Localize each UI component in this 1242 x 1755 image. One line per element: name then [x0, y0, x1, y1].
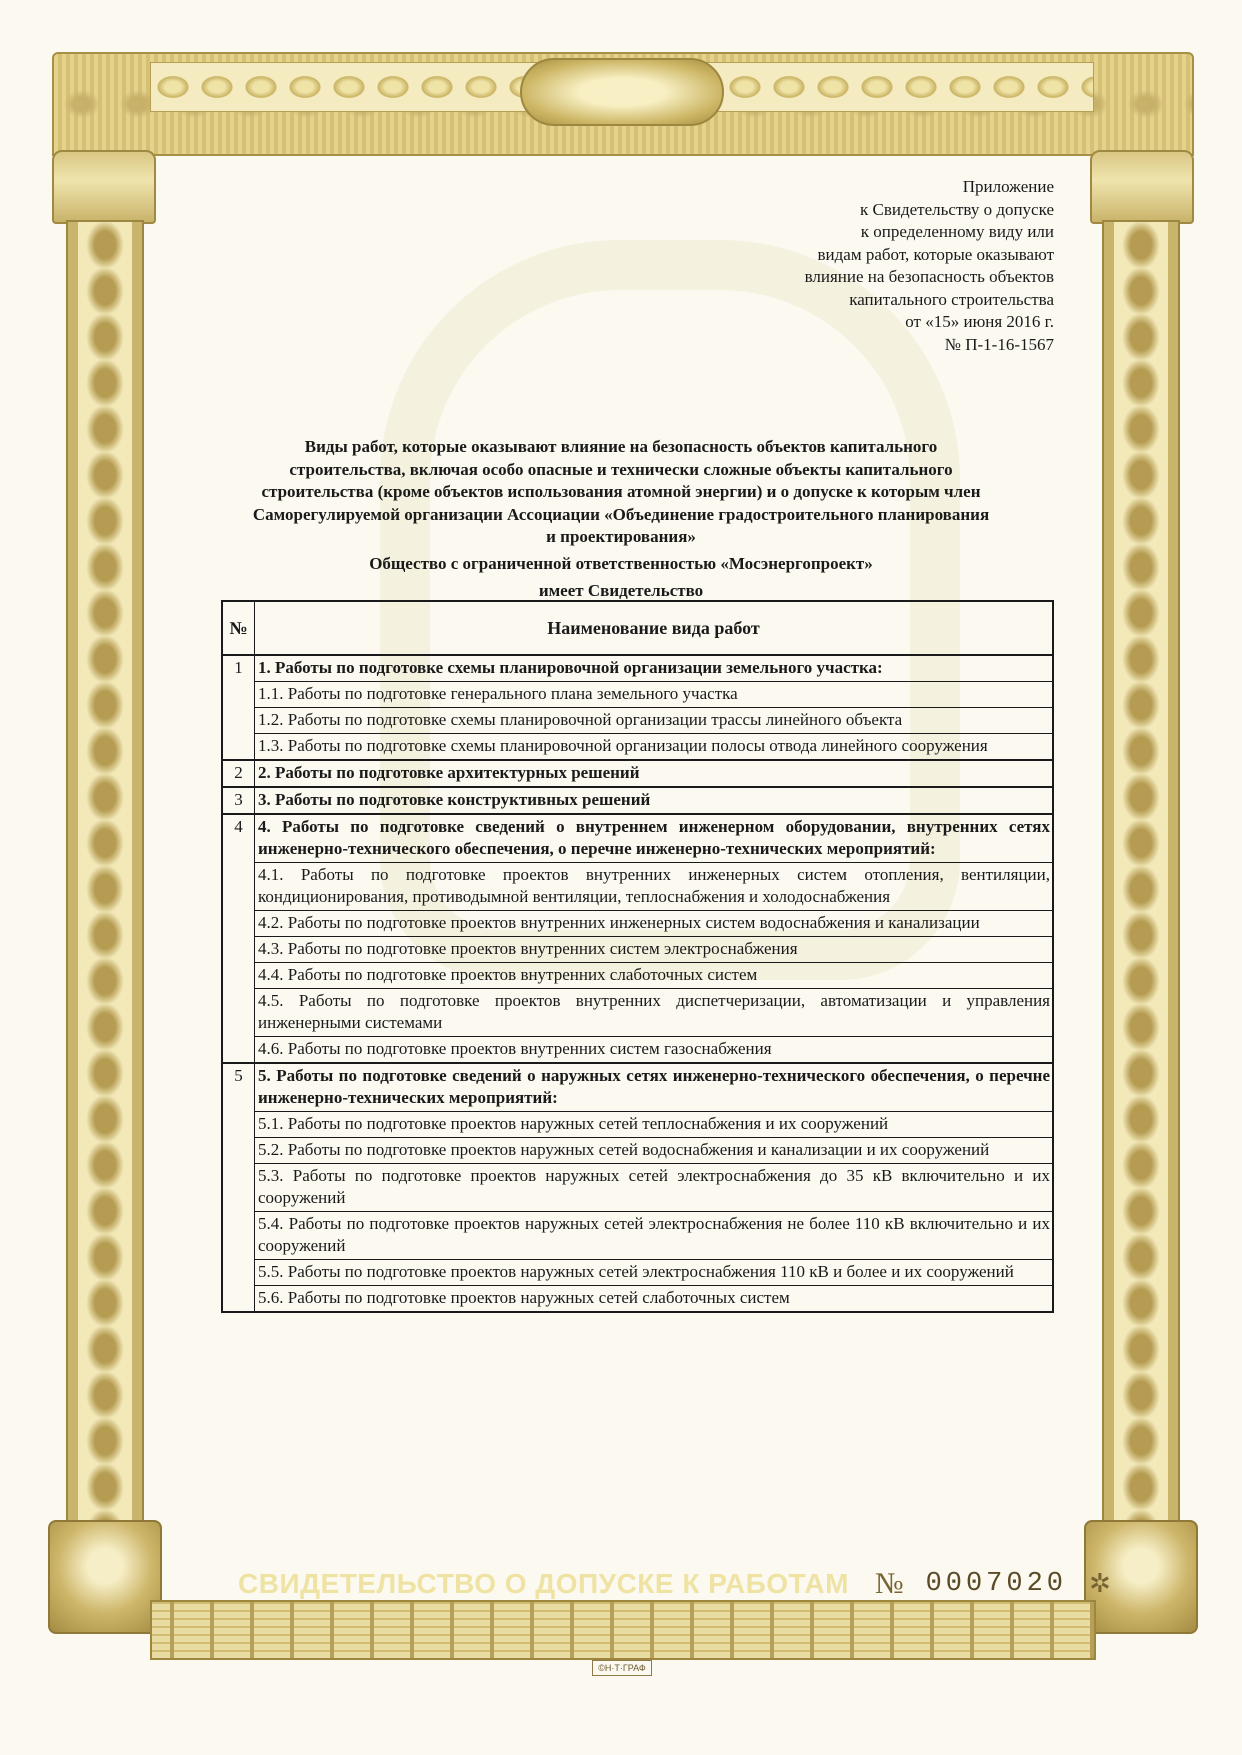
table-row	[222, 655, 1053, 760]
organization-name: Общество с ограниченной ответственностью «Мосэнергопроект»	[369, 554, 873, 573]
appendix-line: Приложение	[962, 177, 1054, 196]
work-group-heading: 5. Работы по подготовке сведений о наружных сетях инженерно-технического обеспечения, о перечне инженерно-технических мероприятий:	[258, 1066, 1050, 1107]
work-item: 4.6. Работы по подготовке проектов внутренних систем газоснабжения	[255, 1036, 1052, 1062]
work-item: 5.1. Работы по подготовке проектов наружных сетей теплоснабжения и их сооружений	[255, 1111, 1052, 1137]
appendix-line: к Свидетельству о допуске	[860, 199, 1054, 219]
table-row	[222, 787, 1053, 814]
serial-number: 0007020	[925, 1569, 1067, 1599]
table-row	[222, 760, 1053, 787]
printer-mark: ©Н·Т·ГРАФ	[592, 1660, 652, 1676]
row-number: 3	[222, 787, 255, 814]
work-item: 5.6. Работы по подготовке проектов наружных сетей слаботочных систем	[255, 1285, 1052, 1311]
work-item: 5.5. Работы по подготовке проектов наружных сетей электроснабжения 110 кВ и более и их сооружений	[255, 1259, 1052, 1285]
work-item: 5.3. Работы по подготовке проектов наружных сетей электроснабжения до 35 кВ включительно и их сооружений	[255, 1163, 1052, 1211]
work-item: 1.1. Работы по подготовке генерального плана земельного участка	[255, 681, 1052, 707]
title-line: Виды работ, которые оказывают влияние на безопасность объектов капитального	[304, 437, 938, 456]
row-number: 1	[222, 655, 255, 760]
work-group-heading: 4. Работы по подготовке сведений о внутреннем инженерном оборудовании, внутренних сетях инженерно-технического обеспечения, о перечне инженерно-технических мероприятий:	[258, 817, 1050, 858]
certificate-footer	[238, 1567, 1111, 1607]
appendix-line: капитального строительства	[849, 289, 1054, 309]
row-content	[255, 655, 1054, 760]
row-number: 4	[222, 814, 255, 1063]
work-item: 5.2. Работы по подготовке проектов наружных сетей водоснабжения и канализации и их сооружений	[255, 1137, 1052, 1163]
ornamental-column-left	[66, 220, 144, 1534]
column-base-left	[48, 1520, 162, 1634]
work-item: 4.2. Работы по подготовке проектов внутренних инженерных систем водоснабжения и канализации	[255, 910, 1052, 936]
title-line: строительства, включая особо опасные и технически сложные объекты капитального	[289, 459, 953, 479]
appendix-number: № П-1-16-1567	[944, 334, 1054, 354]
appendix-line: видам работ, которые оказывают	[817, 244, 1054, 264]
ornamental-frame-bottom-meander	[150, 1600, 1096, 1660]
document-title	[200, 436, 1042, 549]
row-number: 2	[222, 760, 255, 787]
has-certificate-text: имеет Свидетельство	[538, 581, 704, 600]
row-content	[255, 760, 1054, 787]
ornamental-column-right	[1102, 220, 1180, 1534]
table-row	[222, 1063, 1053, 1312]
row-content	[255, 787, 1054, 814]
work-item: 5.4. Работы по подготовке проектов наружных сетей электроснабжения не более 110 кВ включительно и их сооружений	[255, 1211, 1052, 1259]
table-header-row	[222, 601, 1053, 655]
work-group-heading: 2. Работы по подготовке архитектурных решений	[258, 763, 640, 782]
column-capital-right	[1090, 150, 1194, 224]
work-item: 4.4. Работы по подготовке проектов внутренних слаботочных систем	[255, 962, 1052, 988]
row-number: 5	[222, 1063, 255, 1312]
work-item: 1.3. Работы по подготовке схемы планировочной организации полосы отвода линейного сооружения	[255, 733, 1052, 759]
appendix-line: к определенному виду или	[860, 222, 1054, 241]
appendix-line: влияние на безопасность объектов	[804, 267, 1054, 286]
work-group-heading: 3. Работы по подготовке конструктивных решений	[258, 790, 651, 809]
title-line: и проектирования»	[546, 527, 696, 546]
work-group-heading: 1. Работы по подготовке схемы планировочной организации земельного участка:	[258, 658, 883, 677]
certificate-label: СВИДЕТЕЛЬСТВО О ДОПУСКЕ К РАБОТАМ	[238, 1568, 849, 1599]
column-capital-left	[52, 150, 156, 224]
work-item: 4.1. Работы по подготовке проектов внутренних инженерных систем отопления, вентиляции, кондиционирования, противодымной вентиляции, теплоснабжения и холодоснабжения	[255, 862, 1052, 910]
table-row	[222, 814, 1053, 1063]
row-content	[255, 1063, 1054, 1312]
title-line: строительства (кроме объектов использования атомной энергии) и о допуске к которым член	[261, 482, 981, 501]
number-sign: №	[874, 1567, 904, 1600]
work-item: 4.5. Работы по подготовке проектов внутренних диспетчеризации, автоматизации и управления инженерными системами	[255, 988, 1052, 1036]
work-item: 4.3. Работы по подготовке проектов внутренних систем электроснабжения	[255, 936, 1052, 962]
work-item: 1.2. Работы по подготовке схемы планировочной организации трассы линейного объекта	[255, 707, 1052, 733]
ornamental-frame-top-medallion	[520, 58, 724, 126]
work-types-table	[221, 600, 1054, 1313]
column-header-number: №	[222, 601, 255, 655]
ornament-star-icon: ✲	[1089, 1569, 1111, 1598]
row-content	[255, 814, 1054, 1063]
title-line: Саморегулируемой организации Ассоциации «Объединение градостроительного планирования	[252, 504, 990, 524]
appendix-note	[634, 176, 1054, 356]
appendix-date: от «15» июня 2016 г.	[905, 312, 1054, 331]
column-header-name: Наименование вида работ	[255, 601, 1054, 655]
